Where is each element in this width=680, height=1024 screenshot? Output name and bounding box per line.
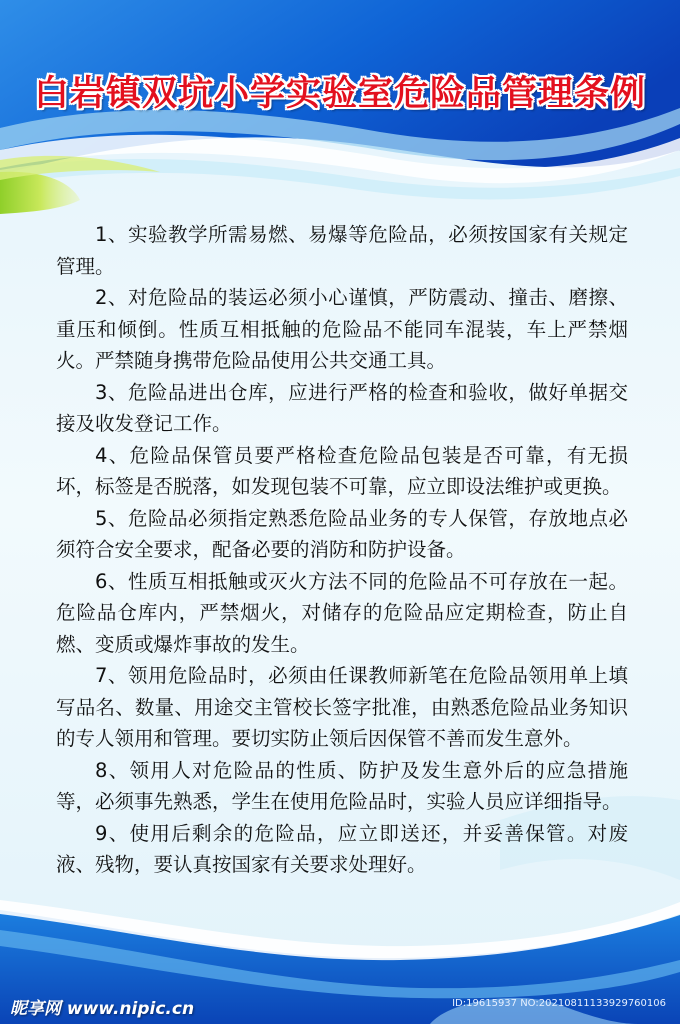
regulation-item: 3、危险品进出仓库，应进行严格的检查和验收，做好单据交接及收发登记工作。	[56, 380, 628, 435]
regulation-item: 4、危险品保管员要严格检查危险品包装是否可靠，有无损坏，标签是否脱落，如发现包装不可靠，应立即设法维护或更换。	[56, 443, 628, 498]
regulation-item: 6、性质互相抵触或灭火方法不同的危险品不可存放在一起。危险品仓库内，严禁烟火，对储存的危险品应定期检查，防止自燃、变质或爆炸事故的发生。	[56, 569, 628, 656]
regulation-list	[56, 219, 628, 881]
watermark-brand: 昵享网	[10, 999, 61, 1019]
regulation-item: 9、使用后剩余的危险品，应立即送还，并妥善保管。对废液、残物，要认真按国家有关要求处理好。	[56, 821, 628, 876]
watermark-url: www.nipic.cn	[66, 999, 195, 1019]
regulation-item: 5、危险品必须指定熟悉危险品业务的专人保管，存放地点必须符合安全要求，配备必要的消防和防护设备。	[56, 506, 628, 561]
regulation-item: 7、领用危险品时，必须由任课教师新笔在危险品领用单上填写品名、数量、用途交主管校长签字批准，由熟悉危险品业务知识的专人领用和管理。要切实防止领后因保管不善而发生意外。	[56, 664, 628, 750]
regulation-item: 8、领用人对危险品的性质、防护及发生意外后的应急措施等，必须事先熟悉，学生在使用危险品时，实验人员应详细指导。	[56, 758, 628, 813]
watermark-id: ID:19615937 NO:20210811133929760106	[452, 998, 666, 1009]
regulation-item: 2、对危险品的装运必须小心谨慎，严防震动、撞击、磨擦、重压和倾倒。性质互相抵触的危险品不能同车混装，车上严禁烟火。严禁随身携带危险品使用公共交通工具。	[56, 286, 628, 372]
regulation-item: 1、实验教学所需易燃、易爆等危险品，必须按国家有关规定管理。	[56, 223, 628, 278]
watermark-logo	[10, 994, 194, 1019]
page-title: 白岩镇双坑小学实验室危险品管理条例	[33, 74, 646, 114]
